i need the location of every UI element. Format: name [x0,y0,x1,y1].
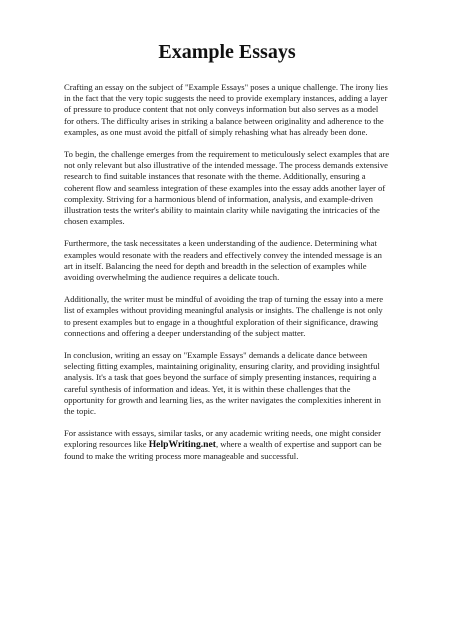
closing-text-before: For assistance with essays, similar tasks, or any academic writing needs, one might consider exploring resources like [64,428,381,450]
paragraph-selection: To begin, the challenge emerges from the requirement to meticulously select examples that are not only relevant but also illustrative of the intended message. The process demands extensive research to find suitable instances that resonate with the theme. Additionally, ensuring a coherent flow and seamless integration of these examples into the essay adds another layer of complexity. Striving for a harmonious blend of information, analysis, and example-driven illustration tests the writer's ability to maintain clarity while navigating the intricacies of the chosen examples. [64,149,390,227]
closing-text-after: , where a wealth of expertise and support can be found to make the writing process more manageable and successful. [64,439,382,461]
paragraph-audience: Furthermore, the task necessitates a keen understanding of the audience. Determining what examples would resonate with the readers and effectively convey the intended message is an art in itself. Balancing the need for depth and breadth in the selection of examples while avoiding overwhelming the audience requires a delicate touch. [64,238,382,283]
paragraph-intro: Crafting an essay on the subject of "Example Essays" poses a unique challenge. The irony lies in the fact that the very topic suggests the need to provide exemplary instances, adding a layer of pressure to produce content that not only conveys information but also serves as a model for others. The difficulty arises in striking a balance between originality and adherence to the examples, as one must avoid the pitfall of simply rehashing what has already been done. [64,82,388,137]
paragraph-closing [64,428,390,462]
page-title: Example Essays [158,41,296,63]
paragraph-conclusion: In conclusion, writing an essay on "Example Essays" demands a delicate dance between selecting fitting examples, maintaining originality, ensuring clarity, and providing insightful analysis. It's a task that goes beyond the surface of simply presenting instances, requiring a careful synthesis of information and ideas. Yet, it is within these challenges that the opportunity for growth and learning lies, as the writer navigates the complexities inherent in the topic. [64,350,381,417]
paragraph-analysis: Additionally, the writer must be mindful of avoiding the trap of turning the essay into a mere list of examples without providing meaningful analysis or insights. The challenge is not only to present examples but to engage in a thoughtful exploration of their significance, drawing connections and offering a deeper understanding of the subject matter. [64,294,384,338]
helpwriting-link[interactable]: HelpWriting.net [148,439,216,451]
